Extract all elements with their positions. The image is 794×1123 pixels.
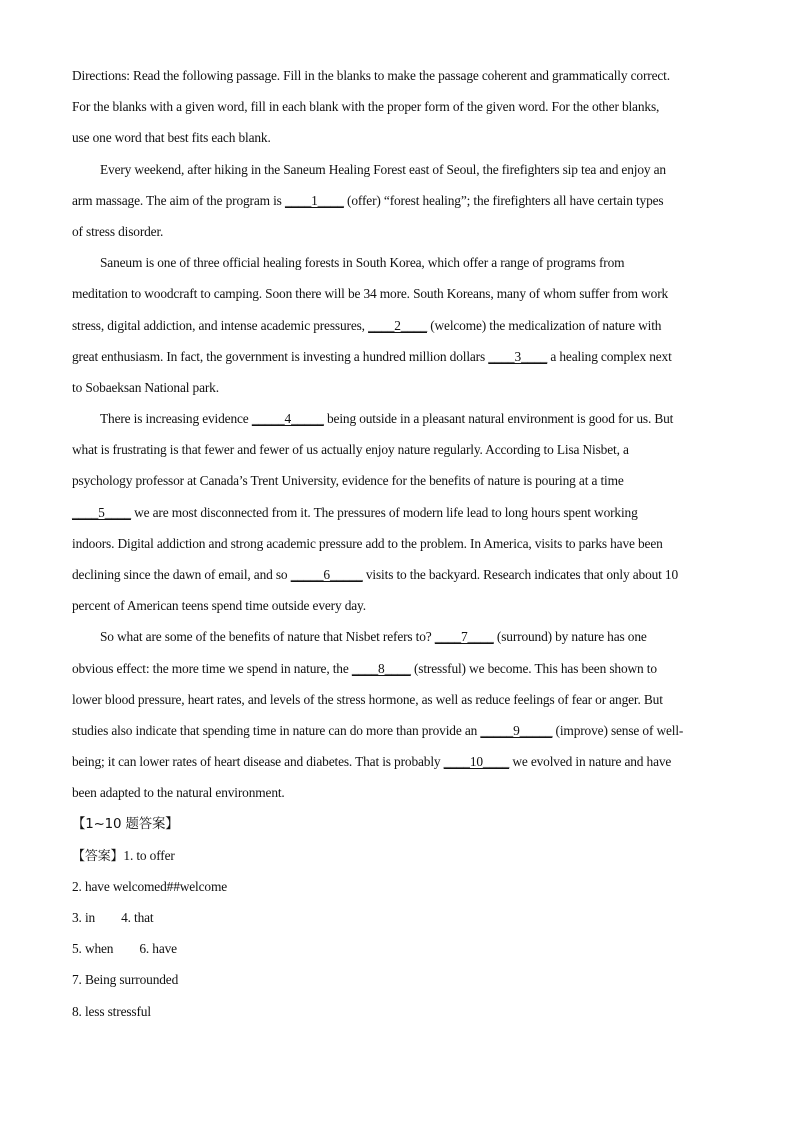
answer-section-title: 【1~10 题答案】 xyxy=(72,816,179,832)
p4-line-5-text-a: being; it can lower rates of heart disease and diabetes. That is probably xyxy=(72,754,444,770)
p4-line-1 xyxy=(72,621,722,652)
p4-line-2-text-a: obvious effect: the more time we spend in nature, the xyxy=(72,660,352,676)
answer-6: 6. have xyxy=(139,941,177,957)
answer-7: 7. Being surrounded xyxy=(72,972,179,988)
paragraph-3 xyxy=(72,403,722,621)
answer-line-4 xyxy=(72,933,722,964)
p2-line-3-text-b: (welcome) the medicalization of nature with xyxy=(427,317,662,333)
p2-line-4-text-b: a healing complex next xyxy=(547,348,672,364)
p4-line-4-text-b: (improve) sense of well- xyxy=(552,722,684,738)
p1-line-2 xyxy=(72,185,722,216)
p2-line-2: meditation to woodcraft to camping. Soon there will be 34 more. South Koreans, many of whom suffer from work xyxy=(72,286,669,302)
blank-7: ____7____ xyxy=(434,629,494,645)
directions-line-3: use one word that best fits each blank. xyxy=(72,130,271,146)
p3-line-7: percent of American teens spend time outside every day. xyxy=(72,598,366,614)
p2-line-1: Saneum is one of three official healing forests in South Korea, which offer a range of programs from xyxy=(100,255,625,271)
answer-8: 8. less stressful xyxy=(72,1003,151,1019)
p4-line-2 xyxy=(72,653,722,684)
blank-1: ____1____ xyxy=(284,192,344,208)
p3-line-6-text-b: visits to the backyard. Research indicates that only about 10 xyxy=(362,567,679,582)
answer-3: 3. in xyxy=(72,910,96,926)
p3-line-6-text-a: declining since the dawn of email, and so xyxy=(72,567,291,582)
blank-10: ____10____ xyxy=(443,754,510,770)
answer-2: 2. have welcomed##welcome xyxy=(72,878,228,894)
p4-line-5 xyxy=(72,746,722,777)
blank-5: ____5____ xyxy=(72,504,131,520)
p4-line-1-text-a: So what are some of the benefits of nature that Nisbet refers to? xyxy=(100,629,435,645)
p2-line-5: to Sobaeksan National park. xyxy=(72,379,219,395)
document-page xyxy=(72,60,722,1027)
p4-line-1-text-b: (surround) by nature has one xyxy=(493,629,647,645)
p2-line-4 xyxy=(72,341,722,372)
p3-line-2: what is frustrating is that fewer and fewer of us actually enjoy nature regularly. According to Lisa Nisbet, a xyxy=(72,442,629,458)
answer-section xyxy=(72,809,722,1027)
p3-line-6 xyxy=(72,559,722,590)
paragraph-4 xyxy=(72,621,722,808)
p4-line-2-text-b: (stressful) we become. This has been shown to xyxy=(410,660,657,676)
p3-line-1 xyxy=(72,403,722,434)
p3-line-4-text-b: we are most disconnected from it. The pressures of modern life lead to long hours spent working xyxy=(130,504,638,520)
p3-line-1-text-b: being outside in a pleasant natural environment is good for us. But xyxy=(323,411,674,427)
directions-line-2: For the blanks with a given word, fill in each blank with the proper form of the given word. For the other blanks, xyxy=(72,99,660,115)
p2-line-3 xyxy=(72,310,722,341)
p1-line-2-text-a: arm massage. The aim of the program is xyxy=(72,192,285,208)
p1-line-2-text-b: (offer) “forest healing”; the firefighters all have certain types xyxy=(343,192,664,208)
blank-4: _____4_____ xyxy=(251,411,324,427)
answer-line-1 xyxy=(72,840,722,871)
p4-line-3: lower blood pressure, heart rates, and levels of the stress hormone, as well as reduce feelings of fear or anger. But xyxy=(72,691,663,707)
blank-2: ____2____ xyxy=(368,317,427,333)
p2-line-3-text-a: stress, digital addiction, and intense academic pressures, xyxy=(72,317,369,333)
answer-5: 5. when xyxy=(72,941,114,957)
answer-label: 【答案】 xyxy=(72,848,124,864)
p3-line-3: psychology professor at Canada’s Trent University, evidence for the benefits of nature is pouring at a time xyxy=(72,473,624,489)
p2-line-4-text-a: great enthusiasm. In fact, the government is investing a hundred million dollars xyxy=(72,348,489,364)
blank-3: ____3____ xyxy=(488,348,548,364)
p3-line-5: indoors. Digital addiction and strong academic pressure add to the problem. In America, visits to parks have been xyxy=(72,535,663,551)
p3-line-1-text-a: There is increasing evidence xyxy=(100,411,252,427)
directions-line-1: Directions: Read the following passage. Fill in the blanks to make the passage coherent and grammatically correct. xyxy=(72,68,670,83)
paragraph-1 xyxy=(72,154,722,248)
p3-line-4 xyxy=(72,497,722,528)
answer-line-3 xyxy=(72,902,722,933)
p4-line-6: been adapted to the natural environment. xyxy=(72,785,285,801)
blank-6: _____6_____ xyxy=(290,567,363,582)
p4-line-5-text-b: we evolved in nature and have xyxy=(509,754,672,770)
blank-9: _____9_____ xyxy=(480,722,553,738)
p1-line-3: of stress disorder. xyxy=(72,223,164,239)
p1-line-1: Every weekend, after hiking in the Saneum Healing Forest east of Seoul, the firefighters sip tea and enjoy an xyxy=(100,161,666,177)
answer-4: 4. that xyxy=(121,910,154,926)
p4-line-4 xyxy=(72,715,722,746)
p4-line-4-text-a: studies also indicate that spending time in nature can do more than provide an xyxy=(72,722,481,738)
blank-8: ____8____ xyxy=(351,660,411,676)
paragraph-2 xyxy=(72,247,722,403)
answer-1: 1. to offer xyxy=(123,847,175,863)
directions xyxy=(72,60,722,154)
